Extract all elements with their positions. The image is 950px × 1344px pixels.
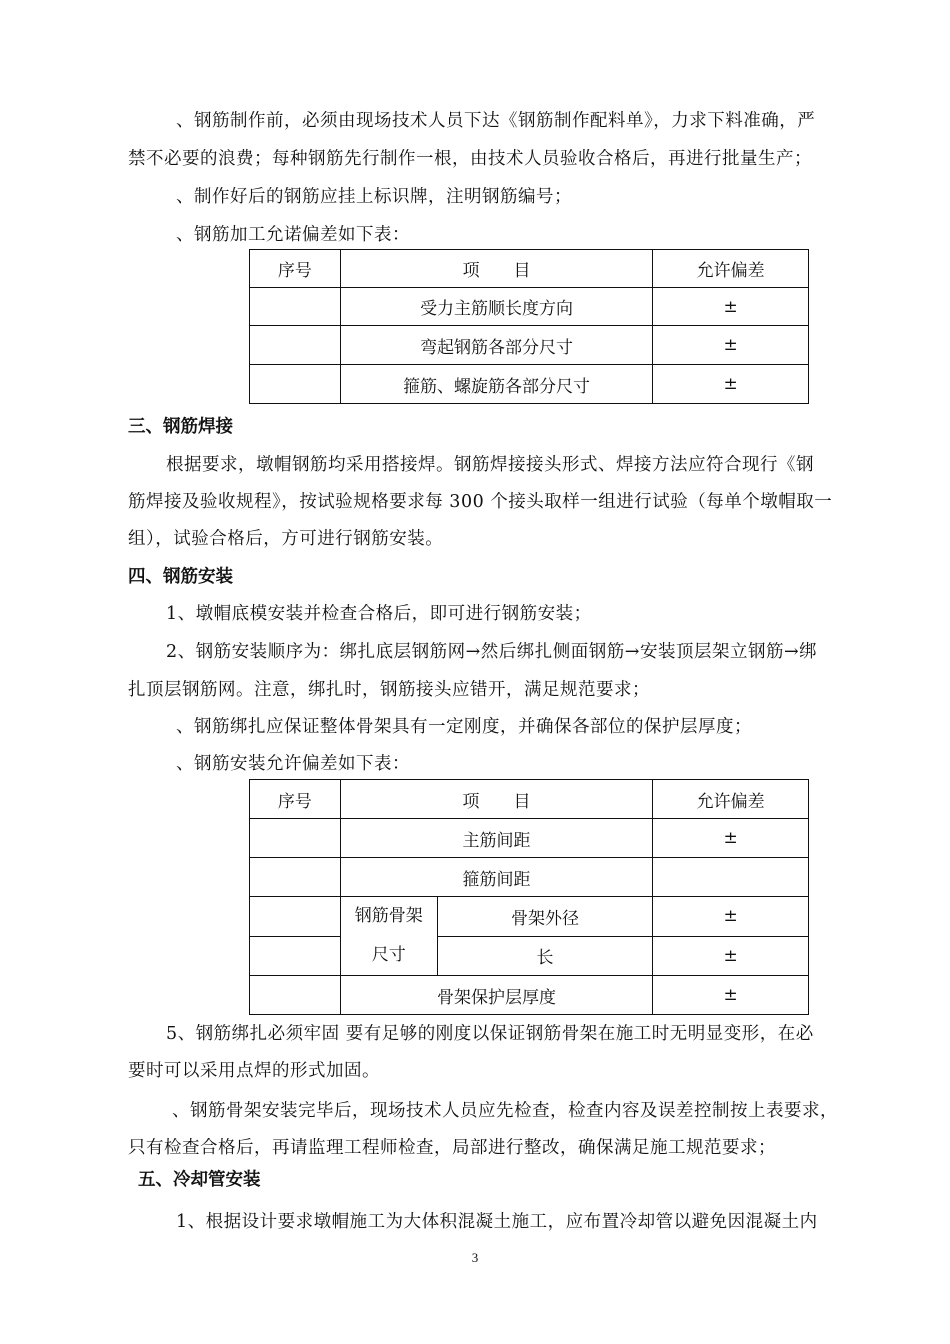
section-heading: 三、钢筋焊接: [128, 417, 233, 437]
table-cell: 长: [437, 936, 653, 976]
section-heading: 五、冷却管安装: [138, 1170, 261, 1190]
table-cell: 箍筋间距: [340, 858, 652, 897]
installation-deviation-table: [249, 779, 809, 1015]
section-heading: 四、钢筋安装: [128, 567, 233, 587]
paragraph-line: 筋焊接及验收规程》，按试验规格要求每 300 个接头取样一组进行试验（每单个墩帽取一: [128, 492, 833, 512]
paragraph-line: 、制作好后的钢筋应挂上标识牌，注明钢筋编号；: [176, 187, 572, 207]
table-row: [250, 288, 809, 326]
table-cell: [250, 326, 341, 365]
paragraph-line: 、钢筋绑扎应保证整体骨架具有一定刚度，并确保各部位的保护层厚度；: [176, 717, 752, 737]
table-cell: [250, 858, 341, 897]
paragraph-line: 1、墩帽底模安装并检查合格后，即可进行钢筋安装；: [166, 604, 592, 624]
table-cell: ±: [653, 976, 809, 1015]
paragraph-line: 禁不必要的浪费；每种钢筋先行制作一根，由技术人员验收合格后，再进行批量生产；: [128, 149, 812, 169]
table-cell: [250, 365, 341, 404]
table-cell: 主筋间距: [340, 819, 652, 858]
table-row: [250, 858, 809, 897]
table-cell: 箍筋、螺旋筋各部分尺寸: [340, 365, 652, 404]
group-label-cell: [340, 897, 437, 976]
paragraph-line: 根据要求，墩帽钢筋均采用搭接焊。钢筋焊接接头形式、焊接方法应符合现行《钢: [166, 455, 814, 475]
table-cell: ±: [653, 288, 809, 326]
paragraph-line: 、钢筋骨架安装完毕后，现场技术人员应先检查，检查内容及误差控制按上表要求，: [172, 1101, 838, 1121]
table-cell: [250, 936, 341, 976]
header-cell: 序号: [250, 250, 341, 288]
group-label-line: 钢筋骨架: [354, 906, 423, 926]
paragraph-line: 扎顶层钢筋网。注意，绑扎时，钢筋接头应错开，满足规范要求；: [128, 680, 650, 700]
table-cell: ±: [653, 897, 809, 937]
page-number: 3: [471, 1250, 479, 1265]
group-label-line: 尺寸: [371, 945, 406, 965]
table-header-row: [250, 250, 809, 288]
table-header-row: [250, 780, 809, 819]
table-row: [250, 936, 809, 976]
paragraph-line: 、钢筋加工允诺偏差如下表：: [176, 225, 410, 245]
table-cell: 弯起钢筋各部分尺寸: [340, 326, 652, 365]
paragraph-line: 只有检查合格后，再请监理工程师检查，局部进行整改，确保满足施工规范要求；: [128, 1138, 776, 1158]
header-cell: 项 目: [340, 250, 652, 288]
paragraph-line: 、钢筋制作前，必须由现场技术人员下达《钢筋制作配料单》，力求下料准确，严: [176, 111, 816, 131]
table-cell: [653, 858, 809, 897]
processing-deviation-table: [249, 249, 809, 404]
table-cell: [250, 819, 341, 858]
paragraph-line: 2、钢筋安装顺序为：绑扎底层钢筋网→然后绑扎侧面钢筋→安装顶层架立钢筋→绑: [166, 642, 818, 662]
table-cell: 骨架保护层厚度: [340, 976, 652, 1015]
paragraph-line: 1、根据设计要求墩帽施工为大体积混凝土施工，应布置冷却管以避免因混凝土内: [176, 1212, 818, 1232]
paragraph-line: 、钢筋安装允许偏差如下表：: [176, 754, 410, 774]
table-cell: [250, 288, 341, 326]
table-cell: 受力主筋顺长度方向: [340, 288, 652, 326]
table-cell: ±: [653, 326, 809, 365]
table-row: [250, 897, 809, 937]
paragraph-line: 要时可以采用点焊的形式加固。: [128, 1061, 380, 1081]
header-cell: 允许偏差: [653, 780, 809, 819]
table-cell: [250, 976, 341, 1015]
table-row: [250, 976, 809, 1015]
table-row: [250, 365, 809, 404]
table-cell: ±: [653, 365, 809, 404]
header-cell: 允许偏差: [653, 250, 809, 288]
paragraph-line: 5、钢筋绑扎必须牢固 要有足够的刚度以保证钢筋骨架在施工时无明显变形，在必: [166, 1024, 814, 1044]
table-cell: [250, 897, 341, 937]
table-row: [250, 326, 809, 365]
table-row: [250, 819, 809, 858]
table-cell: 骨架外径: [437, 897, 653, 937]
header-cell: 项 目: [340, 780, 652, 819]
table-cell: ±: [653, 936, 809, 976]
paragraph-line: 组），试验合格后，方可进行钢筋安装。: [128, 529, 444, 549]
table-cell: ±: [653, 819, 809, 858]
header-cell: 序号: [250, 780, 341, 819]
